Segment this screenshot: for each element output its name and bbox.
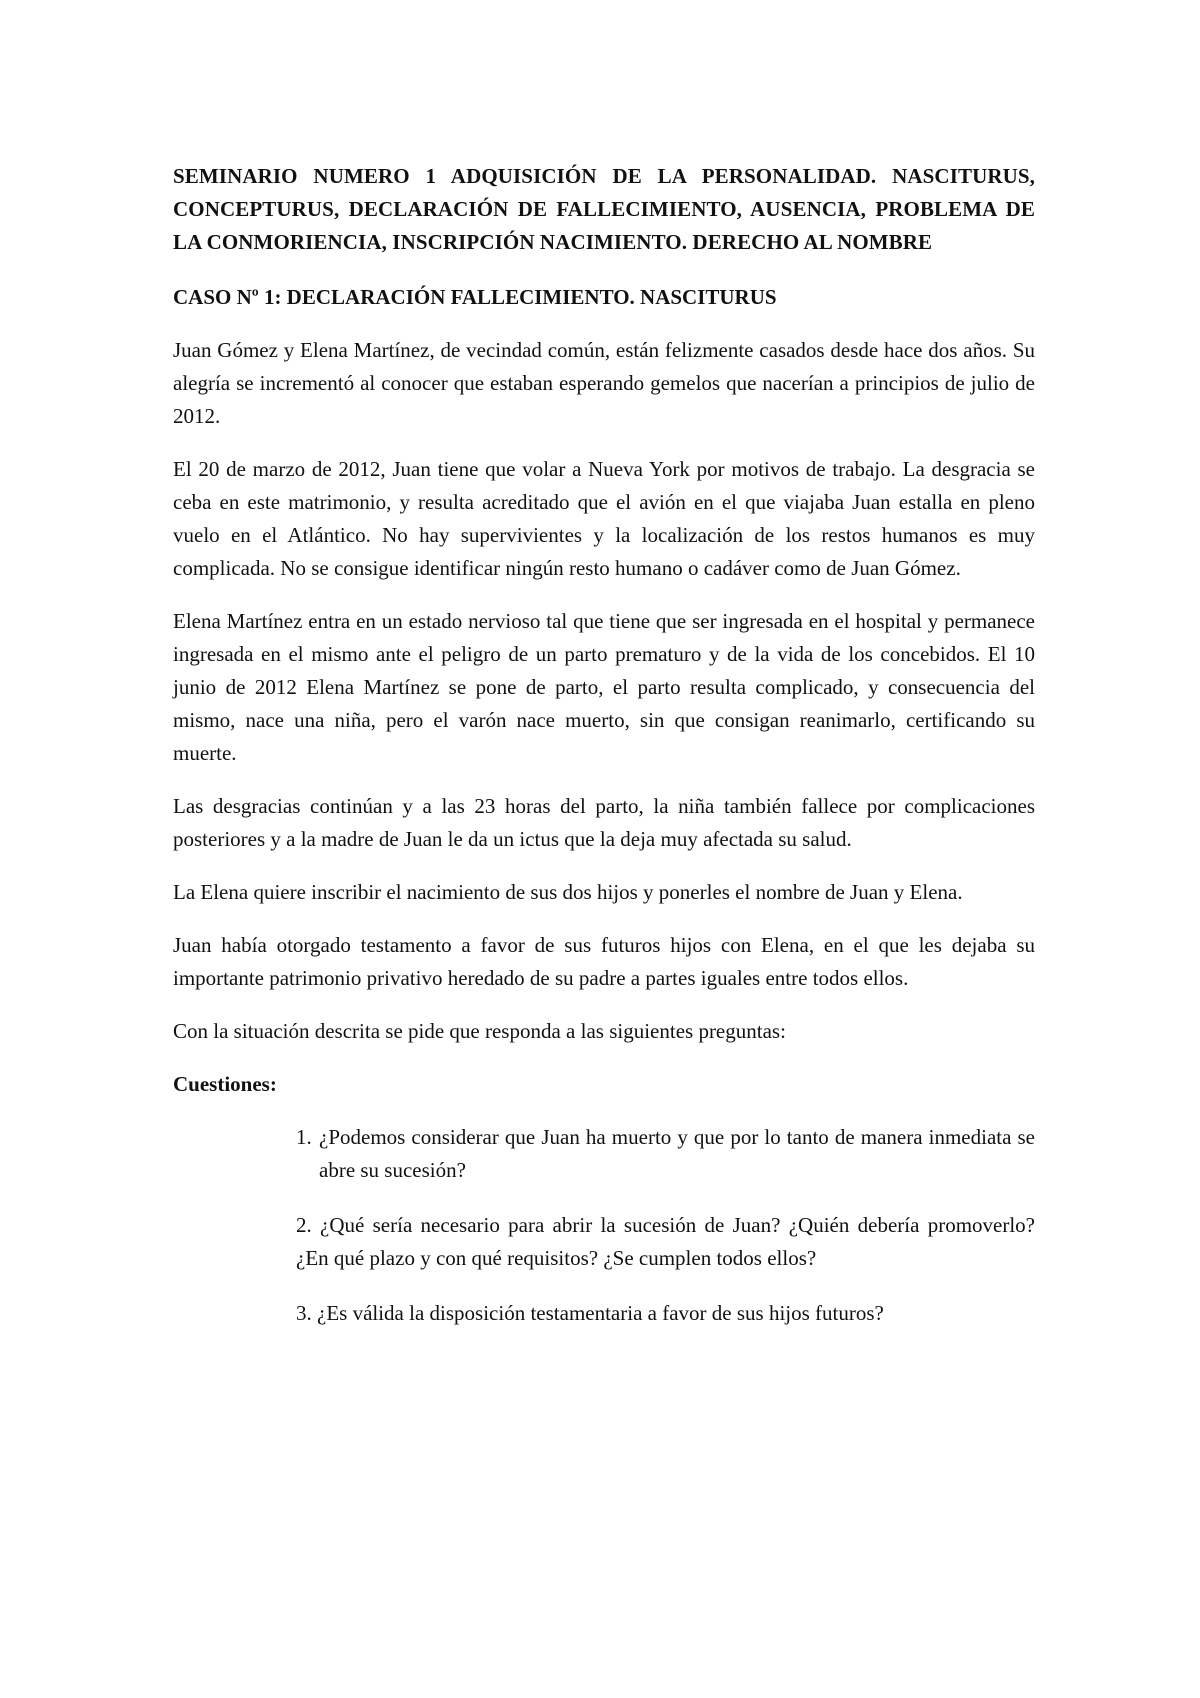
paragraph: El 20 de marzo de 2012, Juan tiene que volar a Nueva York por motivos de trabajo. La desgracia se ceba en este matrimonio, y resulta acreditado que el avión en el que viajaba Juan estalla en pleno vuelo en el Atlántico. No hay supervivientes y la localización de los restos humanos es muy complicada. No se consigue identificar ningún resto humano o cadáver como de Juan Gómez. [173,457,1035,580]
question-item [173,1121,1035,1187]
paragraph: Con la situación descrita se pide que responda a las siguientes preguntas: [173,1019,786,1043]
question-item [173,1297,1035,1330]
question-text: ¿Es válida la disposición testamentaria a favor de sus hijos futuros? [317,1301,884,1325]
paragraph: Elena Martínez entra en un estado nervioso tal que tiene que ser ingresada en el hospital y permanece ingresada en el mismo ante el peligro de un parto prematuro y de la vida de los concebidos. El 10 junio de 2012 Elena Martínez se pone de parto, el parto resulta complicado, y consecuencia del mismo, nace una niña, pero el varón nace muerto, sin que consigan reanimarlo, certificando su muerte. [173,609,1035,765]
paragraph: Las desgracias continúan y a las 23 horas del parto, la niña también fallece por complicaciones posteriores y a la madre de Juan le da un ictus que la deja muy afectada su salud. [173,794,1035,851]
question-number: 1. [296,1125,312,1149]
question-text: ¿Podemos considerar que Juan ha muerto y que por lo tanto de manera inmediata se abre su sucesión? [319,1125,1035,1182]
document-title: SEMINARIO NUMERO 1 ADQUISICIÓN DE LA PERSONALIDAD. NASCITURUS, CONCEPTURUS, DECLARACIÓN DE FALLECIMIENTO, AUSENCIA, PROBLEMA DE LA CONMORIENCIA, INSCRIPCIÓN NACIMIENTO. DERECHO AL NOMBRE [173,164,1035,254]
paragraph: La Elena quiere inscribir el nacimiento de sus dos hijos y ponerles el nombre de Juan y Elena. [173,880,963,904]
question-number: 2. [296,1213,312,1237]
document-page [173,160,1035,1352]
question-text: ¿Qué sería necesario para abrir la sucesión de Juan? ¿Quién debería promoverlo? ¿En qué plazo y con qué requisitos? ¿Se cumplen todos ellos? [296,1213,1036,1270]
questions-list [173,1121,1035,1330]
question-number: 3. [296,1301,312,1325]
case-title: CASO Nº 1: DECLARACIÓN FALLECIMIENTO. NASCITURUS [173,285,777,309]
paragraph: Juan Gómez y Elena Martínez, de vecindad común, están felizmente casados desde hace dos años. Su alegría se incrementó al conocer que estaban esperando gemelos que nacerían a principios de julio de 2012. [173,338,1035,428]
question-item [173,1209,1035,1275]
questions-heading: Cuestiones: [173,1072,277,1096]
paragraph: Juan había otorgado testamento a favor de sus futuros hijos con Elena, en el que les dejaba su importante patrimonio privativo heredado de su padre a partes iguales entre todos ellos. [173,933,1035,990]
